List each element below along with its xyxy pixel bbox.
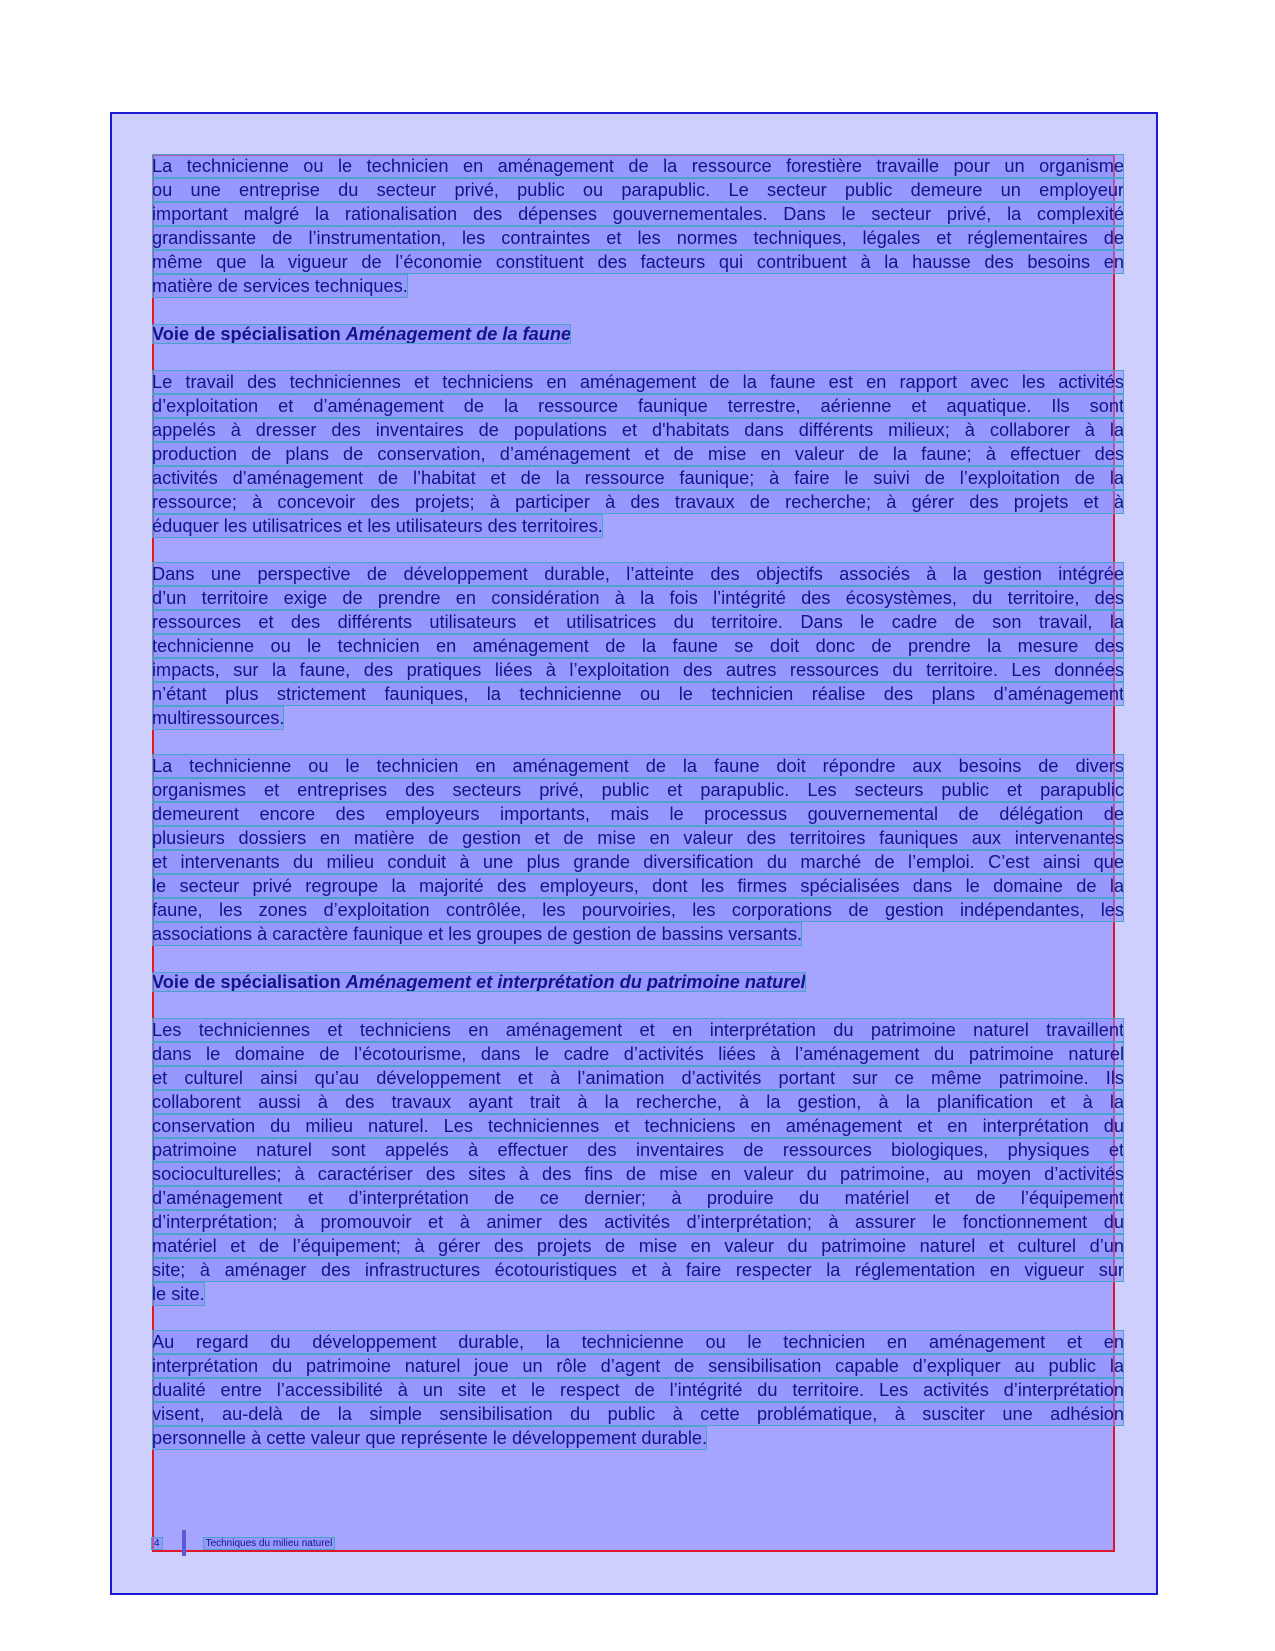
text-line: d’interprétation; à promouvoir et à animer des activités d’interprétation; à assurer le fonctionnement du [152,1212,1124,1232]
text-line: ou une entreprise du secteur privé, public ou parapublic. Le secteur public demeure un employeur [152,180,1124,200]
text-line: faune, les zones d’exploitation contrôlée, les pourvoiries, les corporations de gestion indépendantes, les [152,900,1124,920]
text-line: production de plans de conservation, d’aménagement et de mise en valeur de la faune; à effectuer des [152,444,1124,464]
text-line: Au regard du développement durable, la technicienne ou le technicien en aménagement et en [152,1332,1124,1352]
text-line: d’un territoire exige de prendre en considération à la fois l’intégrité des écosystèmes, du territoire, des [152,588,1124,608]
heading-title: Aménagement et interprétation du patrimoine naturel [345,972,806,992]
page-number: 4 [154,1537,160,1549]
text-line: et intervenants du milieu conduit à une plus grande diversification du marché de l’emploi. C’est ainsi que [152,852,1124,872]
section-heading-patrimoine [152,970,1124,994]
text-line: le site. [152,1284,205,1304]
text-line: multiressources. [152,708,285,728]
paragraph-employers [152,754,1124,946]
text-line: personnelle à cette valeur que représente le développement durable. [152,1428,708,1448]
text-line: associations à caractère faunique et les groupes de gestion de bassins versants. [152,924,803,944]
text-line: dualité entre l’accessibilité à un site et le respect de l’intégrité du territoire. Les activités d’interprétation [152,1380,1124,1400]
heading-title: Aménagement de la faune [345,324,572,344]
text-line: matériel et de l’équipement; à gérer des projets de mise en valeur du patrimoine naturel et culturel d’un [152,1236,1124,1256]
footer-separator [182,1530,186,1556]
text-line: grandissante de l’instrumentation, les contraintes et les normes techniques, légales et réglementaires de [152,228,1124,248]
text-line: site; à aménager des infrastructures écotouristiques et à faire respecter la réglementation en vigueur sur [152,1260,1124,1280]
text-line: technicienne ou le technicien en aménagement de la faune se doit donc de prendre la mesure des [152,636,1124,656]
text-line: socioculturelles; à caractériser des sites à des fins de mise en valeur du patrimoine, au moyen d’activités [152,1164,1124,1184]
page-footer [152,1537,334,1549]
text-line: d’aménagement et d’interprétation de ce dernier; à produire du matériel et de l’équipement [152,1188,1124,1208]
heading-prefix: Voie de spécialisation [152,324,346,344]
text-line: appelés à dresser des inventaires de populations et d'habitats dans différents milieux; à collaborer à la [152,420,1124,440]
text-line: La technicienne ou le technicien en aménagement de la faune doit répondre aux besoins de divers [152,756,1124,776]
text-line: La technicienne ou le technicien en aménagement de la ressource forestière travaille pour un organisme [152,156,1124,176]
text-line: et culturel ainsi qu’au développement et à l’animation d’activités portant sur ce même patrimoine. Ils [152,1068,1124,1088]
text-line: même que la vigueur de l’économie constituent des facteurs qui contribuent à la hausse des besoins en [152,252,1124,272]
text-line: Le travail des techniciennes et techniciens en aménagement de la faune est en rapport avec les activités [152,372,1124,392]
text-line: important malgré la rationalisation des dépenses gouvernementales. Dans le secteur privé, la complexité [152,204,1124,224]
paragraph-awareness [152,1330,1124,1450]
footer-title: Techniques du milieu naturel [205,1537,333,1549]
text-line: visent, au-delà de la simple sensibilisation du public à cette problématique, à susciter une adhésion [152,1404,1124,1424]
paragraph-sustainable [152,562,1124,730]
text-line: plusieurs dossiers en matière de gestion et de mise en valeur des territoires fauniques aux intervenantes [152,828,1124,848]
text-line: ressources et des différents utilisateurs et utilisatrices du territoire. Dans le cadre de son travail, la [152,612,1124,632]
text-line: ressource; à concevoir des projets; à participer à des travaux de recherche; à gérer des projets et à [152,492,1124,512]
paragraph-forest [152,154,1124,298]
text-line: d’exploitation et d’aménagement de la ressource faunique terrestre, aérienne et aquatique. Ils sont [152,396,1124,416]
text-line: Les techniciennes et techniciens en aménagement et en interprétation du patrimoine naturel travaillent [152,1020,1124,1040]
text-line: demeurent encore des employeurs importants, mais le processus gouvernemental de délégation de [152,804,1124,824]
section-heading-faune [152,322,1124,346]
text-line: activités d’aménagement de l’habitat et de la ressource faunique; à faire le suivi de l’exploitation de la [152,468,1124,488]
text-line: conservation du milieu naturel. Les techniciennes et techniciens en aménagement et en interprétation du [152,1116,1124,1136]
text-line: collaborent aussi à des travaux ayant trait à la recherche, à la gestion, à la planification et à la [152,1092,1124,1112]
text-line: Dans une perspective de développement durable, l’atteinte des objectifs associés à la gestion intégrée [152,564,1124,584]
text-line: matière de services techniques. [152,276,408,296]
text-line: organismes et entreprises des secteurs privé, public et parapublic. Les secteurs public et parapublic [152,780,1124,800]
text-line: patrimoine naturel sont appelés à effectuer des inventaires de ressources biologiques, physiques et [152,1140,1124,1160]
text-line: éduquer les utilisatrices et les utilisateurs des territoires. [152,516,603,536]
paragraph-patrimoine-work [152,1018,1124,1306]
text-line: n’étant plus strictement fauniques, la technicienne ou le technicien réalise des plans d’aménagement [152,684,1124,704]
text-line: le secteur privé regroupe la majorité des employeurs, dont les firmes spécialisées dans le domaine de la [152,876,1124,896]
text-line: dans le domaine de l’écotourisme, dans le cadre d’activités liées à l’aménagement du patrimoine naturel [152,1044,1124,1064]
text-line: impacts, sur la faune, des pratiques liées à l’exploitation des autres ressources du territoire. Les données [152,660,1124,680]
document-body [152,154,1124,1474]
heading-prefix: Voie de spécialisation [152,972,346,992]
text-line: interprétation du patrimoine naturel joue un rôle d’agent de sensibilisation capable d’expliquer au public la [152,1356,1124,1376]
paragraph-faune-work [152,370,1124,538]
